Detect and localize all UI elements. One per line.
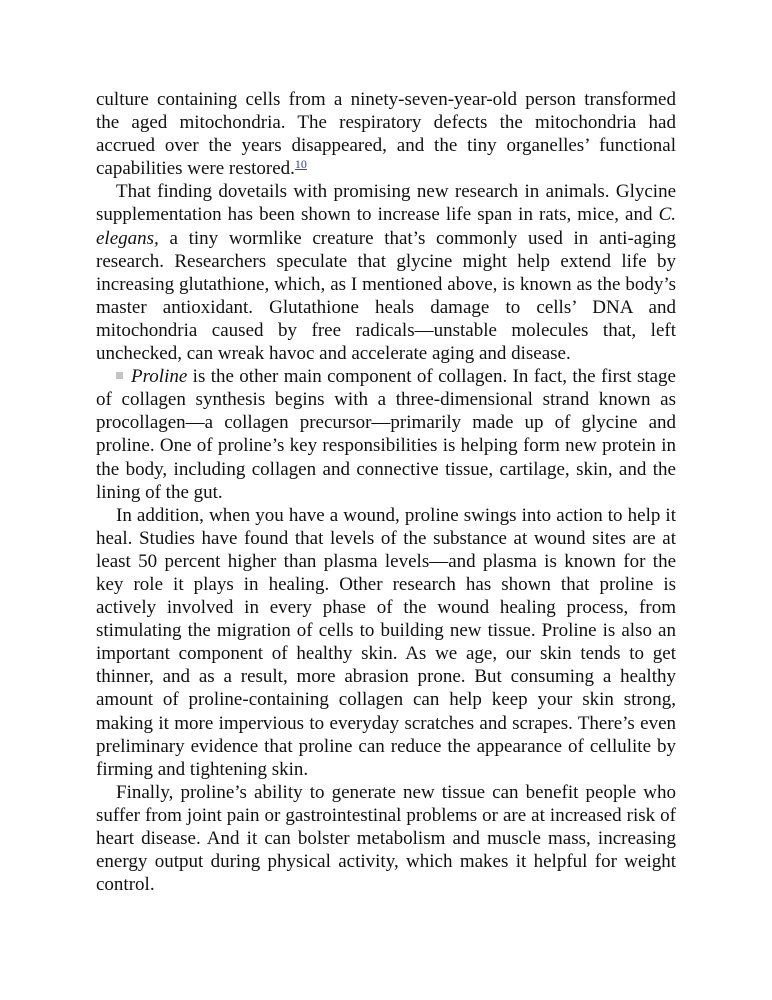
paragraph-text: That finding dovetails with promising new research in animals. Glycine supplementation has been shown to increase life span in rats, mice, and [96, 181, 676, 226]
paragraph-proline-wound-healing [96, 504, 676, 781]
page-body [96, 88, 676, 896]
term-proline: Proline [131, 366, 188, 388]
paragraph-proline-intro [96, 365, 676, 504]
paragraph-text: is the other main component of collagen. In fact, the first stage of collagen synthesis begins with a three-dimensional strand known as procollagen—a collagen precursor—primarily made up of glycine and proline. One of proline’s key responsibilities is helping form new protein in the body, including collagen and connective tissue, cartilage, skin, and the lining of the gut. [96, 366, 676, 503]
paragraph-proline-benefits [96, 781, 676, 896]
footnote-link[interactable]: 10 [294, 157, 307, 172]
paragraph-text: Finally, proline’s ability to generate new tissue can benefit people who suffer from joint pain or gastrointestinal problems or are at increased risk of heart disease. And it can bolster metabolism and muscle mass, increasing energy output during physical activity, which makes it helpful for weight control. [96, 781, 676, 896]
paragraph-text: culture containing cells from a ninety-seven-year-old person transformed the aged mitochondria. The respiratory defects the mitochondria had accrued over the years disappeared, and the tiny organelles’ functional capabilities were restored. [96, 89, 676, 180]
paragraph-text: In addition, when you have a wound, proline swings into action to help it heal. Studies have found that levels of the substance at wound sites are at least 50 percent higher than plasma levels—and plasma is known for the key role it plays in healing. Other research has shown that proline is actively involved in every phase of the wound healing process, from stimulating the migration of cells to building new tissue. Proline is also an important component of healthy skin. As we age, our skin tends to get thinner, and as a result, more abrasion prone. But consuming a healthy amount of proline-containing collagen can help keep your skin strong, making it more impervious to everyday scratches and scrapes. There’s even preliminary evidence that proline can reduce the appearance of cellulite by firming and tightening skin. [96, 504, 676, 780]
square-bullet-icon [116, 372, 123, 379]
paragraph-mitochondria-result [96, 88, 676, 180]
paragraph-text: a tiny wormlike creature that’s commonly used in anti-aging research. Researchers speculate that glycine might help extend life by increasing glutathione, which, as I mentioned above, is known as the body’s master antioxidant. Glutathione heals damage to cells’ DNA and mitochondria caused by free radicals—unstable molecules that, left unchecked, can wreak havoc and accelerate aging and disease. [96, 227, 676, 365]
species-name: C. elegans, [96, 204, 676, 249]
paragraph-glycine-research [96, 180, 676, 365]
